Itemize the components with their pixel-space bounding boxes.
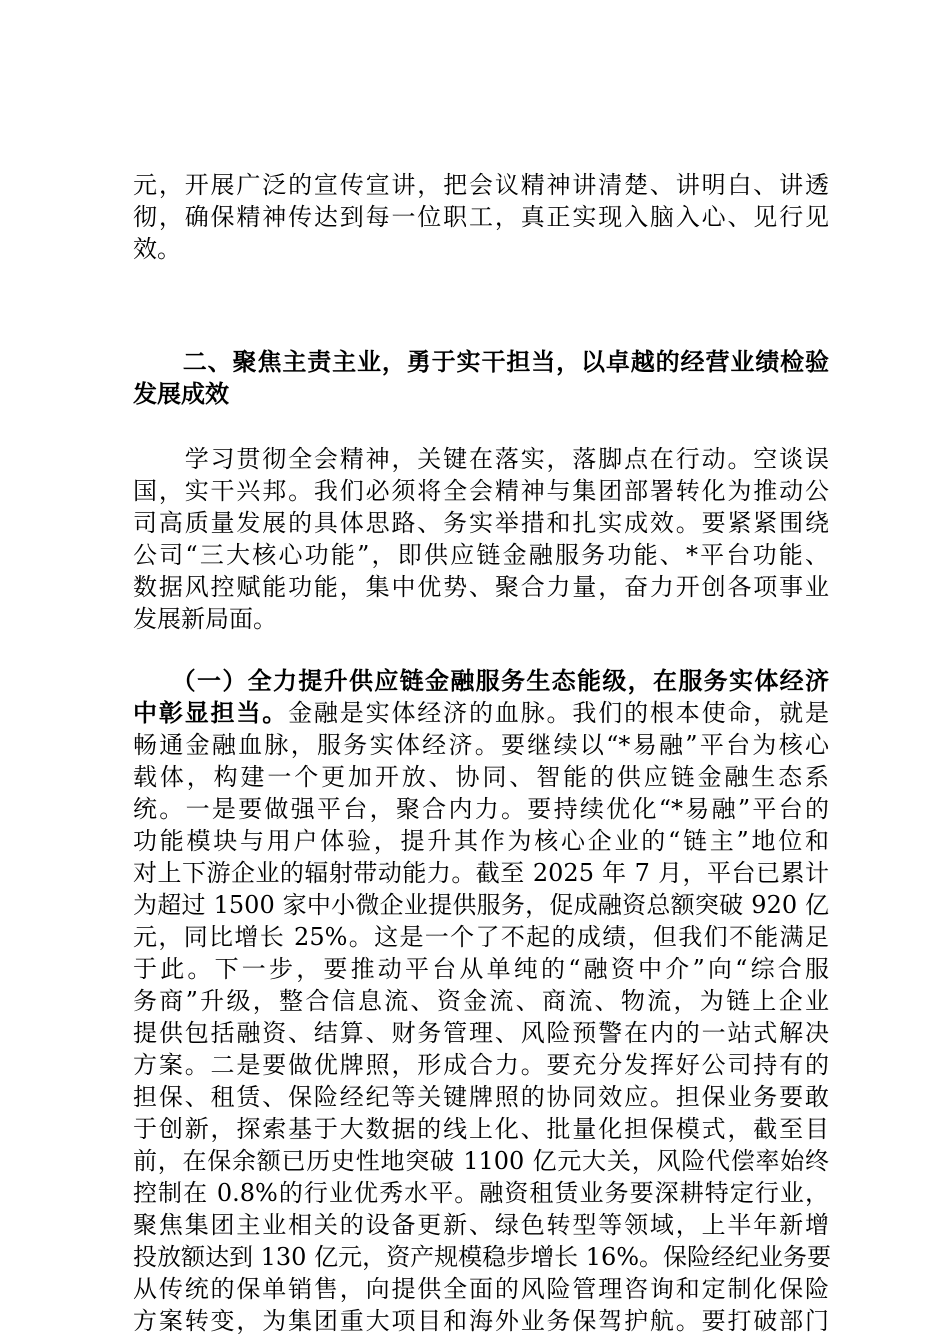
heading-line: 二、聚焦主责主业，勇于实干担当，以卓越的经营业绩检验 [133, 347, 829, 376]
text-line: 元，同比增长 25%。这是一个了不起的成绩，但我们不能满足 [133, 923, 829, 951]
text-line: 于此。下一步，要推动平台从单纯的“融资中介”向“综合服 [133, 955, 829, 983]
subsection-heading-line: （一）全力提升供应链金融服务生态能级，在服务实体经济 [133, 666, 829, 695]
text-line: 发展新局面。 [133, 605, 277, 633]
document-page [133, 169, 832, 1337]
text-line: 投放额达到 130 亿元，资产规模稳步增长 16%。保险经纪业务要 [133, 1243, 832, 1271]
text-line: 前，在保余额已历史性地突破 1100 亿元大关，风险代偿率始终 [133, 1147, 829, 1175]
body-paragraph [133, 443, 829, 635]
text-line: 担保、租赁、保险经纪等关键牌照的协同效应。担保业务要敢 [133, 1083, 829, 1111]
text-line: 方案。二是要做优牌照，形成合力。要充分发挥好公司持有的 [133, 1051, 829, 1079]
text-line: 提供包括融资、结算、财务管理、风险预警在内的一站式解决 [133, 1019, 829, 1047]
text-line: 效。 [133, 235, 181, 263]
text-line: 数据风控赋能功能，集中优势、聚合力量，奋力开创各项事业 [133, 573, 829, 601]
text-line: 公司“三大核心功能”，即供应链金融服务功能、*平台功能、 [133, 541, 829, 569]
text-line [133, 697, 829, 729]
text-line: 统。一是要做强平台，聚合内力。要持续优化“*易融”平台的 [133, 795, 829, 823]
text-line: 功能模块与用户体验，提升其作为核心企业的“链主”地位和 [133, 827, 829, 855]
text-line: 彻，确保精神传达到每一位职工，真正实现入脑入心、见行见 [133, 203, 829, 231]
text-line: 控制在 0.8%的行业优秀水平。融资租赁业务要深耕特定行业， [133, 1179, 829, 1207]
text-line: 畅通金融血脉，服务实体经济。要继续以“*易融”平台为核心 [133, 731, 829, 759]
text-line: 学习贯彻全会精神，关键在落实，落脚点在行动。空谈误 [133, 445, 829, 473]
heading-line: 发展成效 [133, 379, 229, 408]
section-heading [133, 346, 829, 410]
text-line: 为超过 1500 家中小微企业提供服务，促成融资总额突破 920 亿 [133, 891, 829, 919]
text-line: 对上下游企业的辐射带动能力。截至 2025 年 7 月，平台已累计 [133, 859, 829, 887]
text-line: 方案转变，为集团重大项目和海外业务保驾护航。要打破部门 [133, 1307, 829, 1335]
paragraph-continuation [133, 169, 829, 265]
text-line: 聚焦集团主业相关的设备更新、绿色转型等领域，上半年新增 [133, 1211, 829, 1239]
text-line: 司高质量发展的具体思路、务实举措和扎实成效。要紧紧围绕 [133, 509, 829, 537]
subsection-paragraph [133, 665, 832, 1337]
text-line: 载体，构建一个更加开放、协同、智能的供应链金融生态系 [133, 763, 829, 791]
subsection-heading-tail: 中彰显担当。 [133, 698, 289, 727]
text-line: 于创新，探索基于大数据的线上化、批量化担保模式，截至目 [133, 1115, 829, 1143]
text-line: 国，实干兴邦。我们必须将全会精神与集团部署转化为推动公 [133, 477, 829, 505]
text-line: 务商”升级，整合信息流、资金流、商流、物流，为链上企业 [133, 987, 829, 1015]
text-line: 从传统的保单销售，向提供全面的风险管理咨询和定制化保险 [133, 1275, 829, 1303]
text-line: 元，开展广泛的宣传宣讲，把会议精神讲清楚、讲明白、讲透 [133, 171, 829, 199]
text-span: 金融是实体经济的血脉。我们的根本使命，就是 [288, 699, 829, 727]
